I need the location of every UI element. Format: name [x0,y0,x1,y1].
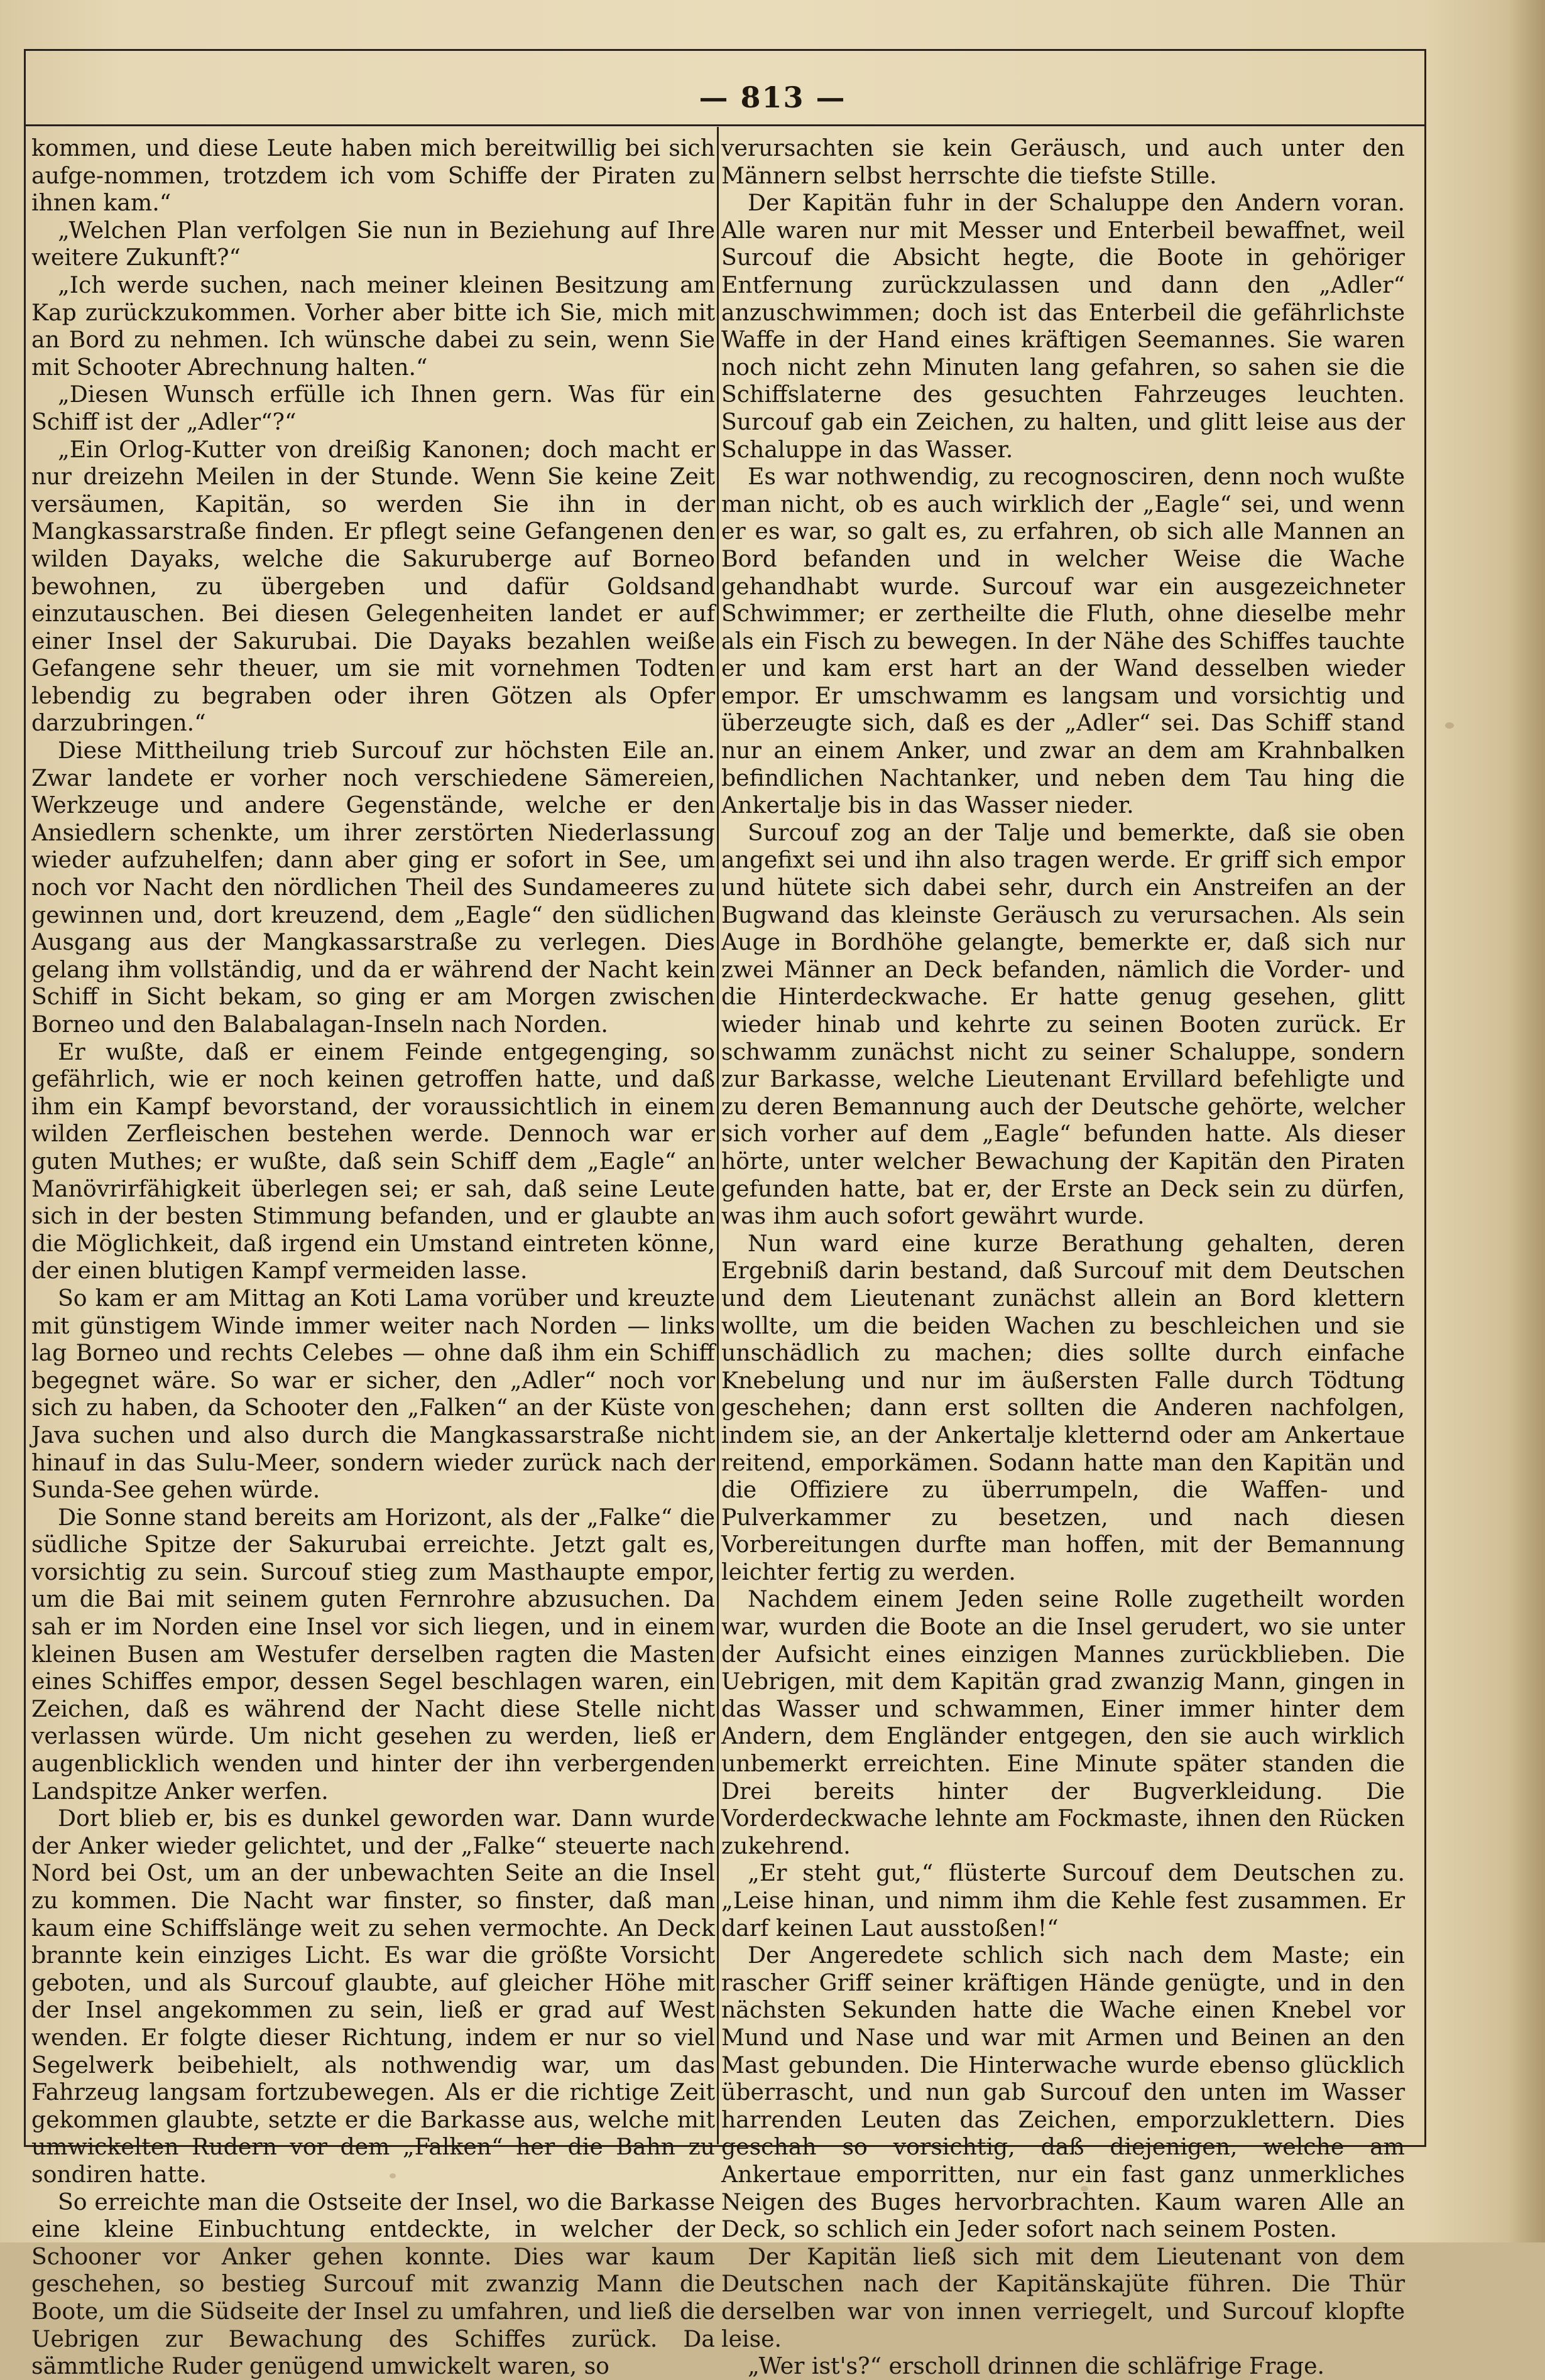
paragraph: Der Kapitän ließ sich mit dem Lieutenant von dem Deutschen nach der Kapitänskajüte führen. Die Thür derselben war von innen verriegelt, und Surcouf klopfte leise. [721,2242,1405,2352]
paragraph: Die Sonne stand bereits am Horizont, als der „Falke“ die südliche Spitze der Sakurubai erreichte. Jetzt galt es, vorsichtig zu sein. Surcouf stieg zum Masthaupte empor, um die Bai mit seinem guten Fernrohre abzusuchen. Da sah er im Norden eine Insel vor sich liegen, und in einem kleinen Busen am Westufer derselben ragten die Masten eines Schiffes empor, dessen Segel beschlagen waren, ein Zeichen, daß es während der Nacht diese Stelle nicht verlassen würde. Um nicht gesehen zu werden, ließ er augenblicklich wenden und hinter der ihn verbergenden Landspitze Anker werfen. [31,1503,715,1805]
paragraph: Surcouf zog an der Talje und bemerkte, daß sie oben angefixt sei und ihn also tragen werde. Er griff sich empor und hütete sich dabei sehr, durch ein Anstreifen an der Bugwand das kleinste Geräusch zu verursachen. Als sein Auge in Bordhöhe gelangte, bemerkte er, daß sich nur zwei Männer an Deck befanden, nämlich die Vorder- und die Hinterdeckwache. Er hatte genug gesehen, glitt wieder hinab und kehrte zu seinen Booten zurück. Er schwamm zunächst nicht zu seiner Schaluppe, sondern zur Barkasse, welche Lieutenant Ervillard befehligte und zu deren Bemannung auch der Deutsche gehörte, welcher sich vorher auf dem „Eagle“ befunden hatte. Als dieser hörte, unter welcher Bewachung der Kapitän den Piraten gefunden hatte, bat er, der Erste an Deck sein zu dürfen, was ihm auch sofort gewährt wurde. [721,818,1405,1230]
page-number: — 813 — [699,80,846,114]
right-column [721,134,1405,2380]
paragraph: kommen, und diese Leute haben mich bereitwillig bei sich aufge-nommen, trotzdem ich vom Schiffe der Piraten zu ihnen kam.“ [31,134,715,217]
left-column [31,134,715,2380]
paragraph: So kam er am Mittag an Koti Lama vorüber und kreuzte mit günstigem Winde immer weiter nach Norden — links lag Borneo und rechts Celebes — ohne daß ihm ein Schiff begegnet wäre. So war er sicher, den „Adler“ noch vor sich zu haben, da Schooter den „Falken“ an der Küste von Java suchen und also durch die Mangkassarstraße nicht hinauf in das Sulu-Meer, sondern wieder zurück nach der Sunda-See gehen würde. [31,1284,715,1504]
paragraph: Dort blieb er, bis es dunkel geworden war. Dann wurde der Anker wieder gelichtet, und der „Falke“ steuerte nach Nord bei Ost, um an der unbewachten Seite an die Insel zu kommen. Die Nacht war finster, so finster, daß man kaum eine Schiffslänge weit zu sehen vermochte. An Deck brannte kein einziges Licht. Es war die größte Vorsicht geboten, und als Surcouf glaubte, auf gleicher Höhe mit der Insel angekommen zu sein, ließ er grad auf West wenden. Er folgte dieser Richtung, indem er nur so viel Segelwerk beibehielt, als nothwendig war, um das Fahrzeug langsam fortzubewegen. Als er die richtige Zeit gekommen glaubte, setzte er die Barkasse aus, welche mit umwickelten Rudern vor dem „Falken“ her die Bahn zu sondiren hatte. [31,1805,715,2188]
paragraph: Der Angeredete schlich sich nach dem Maste; ein rascher Griff seiner kräftigen Hände genügte, und in den nächsten Sekunden hatte die Wache einen Knebel vor Mund und Nase und war mit Armen und Beinen an den Mast gebunden. Die Hinterwache wurde ebenso glücklich überrascht, und nun gab Surcouf den unten im Wasser harrenden Leuten das Zeichen, emporzuklettern. Dies geschah so vorsichtig, daß diejenigen, welche am Ankertaue emporritten, nur ein fast ganz unmerkliches Neigen des Buges hervorbrachten. Kaum waren Alle an Deck, so schlich ein Jeder sofort nach seinem Posten. [721,1942,1405,2243]
header-rule [26,124,1424,126]
paragraph: Er wußte, daß er einem Feinde entgegenging, so gefährlich, wie er noch keinen getroffen hatte, und daß ihm ein Kampf bevorstand, der voraussichtlich in einem wilden Zerfleischen bestehen werde. Dennoch war er guten Muthes; er wußte, daß sein Schiff dem „Eagle“ an Manövrirfähigkeit überlegen sei; er sah, daß seine Leute sich in der besten Stimmung befanden, und er glaubte an die Möglichkeit, daß irgend ein Umstand eintreten könne, der einen blutigen Kampf vermeiden lasse. [31,1038,715,1285]
paragraph: verursachten sie kein Geräusch, und auch unter den Männern selbst herrschte die tiefste Stille. [721,134,1405,189]
paragraph: Es war nothwendig, zu recognosciren, denn noch wußte man nicht, ob es auch wirklich der „Eagle“ sei, und wenn er es war, so galt es, zu erfahren, ob sich alle Mannen an Bord befanden und in welcher Weise die Wache gehandhabt wurde. Surcouf war ein ausgezeichneter Schwimmer; er zertheilte die Fluth, ohne dieselbe mehr als ein Fisch zu bewegen. In der Nähe des Schiffes tauchte er und kam erst hart an der Wand desselben wieder empor. Er umschwamm es langsam und vorsichtig und überzeugte sich, daß es der „Adler“ sei. Das Schiff stand nur an einem Anker, und zwar an dem am Krahnbalken befindlichen Nachtanker, und neben dem Tau hing die Ankertalje bis in das Wasser nieder. [721,463,1405,819]
paper-speck [1081,2186,1088,2192]
paragraph: „Wer ist's?“ erscholl drinnen die schläfrige Frage. [748,2352,1325,2380]
paragraph: So erreichte man die Ostseite der Insel, wo die Barkasse eine kleine Einbuchtung entdeckte, in welcher der Schooner vor Anker gehen konnte. Dies war kaum geschehen, so bestieg Surcouf mit zwanzig Mann die Boote, um die Südseite der Insel zu umfahren, und ließ die Uebrigen zur Bewachung des Schiffes zurück. Da sämmtliche Ruder genügend umwickelt waren, so [31,2188,715,2380]
paragraph: Nachdem einem Jeden seine Rolle zugetheilt worden war, wurden die Boote an die Insel gerudert, wo sie unter der Aufsicht eines einzigen Mannes zurückblieben. Die Uebrigen, mit dem Kapitän grad zwanzig Mann, gingen in das Wasser und schwammen, Einer immer hinter dem Andern, dem Engländer entgegen, den sie auch wirklich unbemerkt erreichten. Eine Minute später standen die Drei bereits hinter der Bugverkleidung. Die Vorderdeckwache lehnte am Fockmaste, ihnen den Rücken zukehrend. [721,1585,1405,1859]
paragraph: „Welchen Plan verfolgen Sie nun in Beziehung auf Ihre weitere Zukunft?“ [31,216,715,271]
paragraph: „Diesen Wunsch erfülle ich Ihnen gern. Was für ein Schiff ist der „Adler“?“ [31,381,715,435]
paragraph: Nun ward eine kurze Berathung gehalten, deren Ergebniß darin bestand, daß Surcouf mit dem Deutschen und dem Lieutenant zunächst allein an Bord klettern wollte, um die beiden Wachen zu beschleichen und sie unschädlich zu machen; dies sollte durch einfache Knebelung und nur im äußersten Falle durch Tödtung geschehen; dann erst sollten die Anderen nachfolgen, indem sie, an der Ankertalje kletternd oder am Ankertaue reitend, emporkämen. Sodann hatte man den Kapitän und die Offiziere zu überrumpeln, die Waffen- und Pulverkammer zu besetzen, und nach diesen Vorbereitungen durfte man hoffen, mit der Bemannung leichter fertig zu werden. [721,1229,1405,1585]
paper-speck [390,2173,396,2178]
paragraph: Diese Mittheilung trieb Surcouf zur höchsten Eile an. Zwar landete er vorher noch verschiedene Sämereien, Werkzeuge und andere Gegenstände, welche er den Ansiedlern schenkte, um ihrer zerstörten Niederlassung wieder aufzuhelfen; dann aber ging er sofort in See, um noch vor Nacht den nördlichen Theil des Sundameeres zu gewinnen und, dort kreuzend, dem „Eagle“ den südlichen Ausgang aus der Mangkassarstraße zu verlegen. Dies gelang ihm vollständig, und da er während der Nacht kein Schiff in Sicht bekam, so ging er am Morgen zwischen Borneo und den Balabalagan-Inseln nach Norden. [31,737,715,1038]
paragraph: „Er steht gut,“ flüsterte Surcouf dem Deutschen zu. „Leise hinan, und nimm ihm die Kehle fest zusammen. Er darf keinen Laut ausstoßen!“ [721,1859,1405,1942]
paper-speck [1445,722,1454,729]
column-divider [717,127,719,2144]
page-edge-shadow [1507,0,1545,2242]
paragraph: „Ein Orlog-Kutter von dreißig Kanonen; doch macht er nur dreizehn Meilen in der Stunde. Wenn Sie keine Zeit versäumen, Kapitän, so werden Sie ihn in der Mangkassarstraße finden. Er pflegt seine Gefangenen den wilden Dayaks, welche die Sakuruberge auf Borneo bewohnen, zu übergeben und dafür Goldsand einzutauschen. Bei diesen Gelegenheiten landet er auf einer Insel der Sakurubai. Die Dayaks bezahlen weiße Gefangene sehr theuer, um sie mit vornehmen Todten lebendig zu begraben oder ihren Götzen als Opfer darzubringen.“ [31,435,715,737]
paragraph: „Ich werde suchen, nach meiner kleinen Besitzung am Kap zurückzukommen. Vorher aber bitte ich Sie, mich mit an Bord zu nehmen. Ich wünsche dabei zu sein, wenn Sie mit Schooter Abrechnung halten.“ [31,271,715,381]
paragraph: Der Kapitän fuhr in der Schaluppe den Andern voran. Alle waren nur mit Messer und Enterbeil bewaffnet, weil Surcouf die Absicht hegte, die Boote in gehöriger Entfernung zurückzulassen und dann den „Adler“ anzuschwimmen; doch ist das Enterbeil die gefährlichste Waffe in der Hand eines kräftigen Seemannes. Sie waren noch nicht zehn Minuten lang gefahren, so sahen sie die Schiffslaterne des gesuchten Fahrzeuges leuchten. Surcouf gab ein Zeichen, zu halten, und glitt leise aus der Schaluppe in das Wasser. [721,189,1405,463]
